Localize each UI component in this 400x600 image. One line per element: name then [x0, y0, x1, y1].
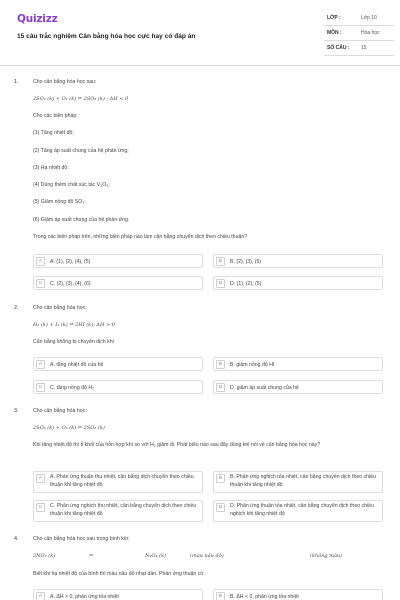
equation: H₂ (k) + I₂ (k) ⇌ 2HI (k); ΔH > 0 — [33, 322, 115, 328]
worksheet-meta — [324, 11, 394, 56]
equation: 2SO₂ (k) + O₂ (k) ⇌ 2SO₃ (k) — [33, 425, 105, 431]
meta-value: 15 — [361, 45, 367, 51]
option-letter: B — [216, 257, 225, 266]
equation: N₂O₄ (k) — [145, 553, 167, 559]
option-text: A. ΔH > 0, phản ứng tỏa nhiệt — [50, 593, 119, 600]
option-letter: A — [36, 257, 45, 266]
worksheet-header — [0, 0, 400, 66]
answer-option-b[interactable] — [213, 254, 383, 268]
question-number: 4. — [14, 536, 19, 542]
option-text: B. Phản ứng nghịch tỏa nhiệt, cân bằng chuyển dịch theo chiều thuận khi tăng nhiệt độ — [230, 474, 376, 488]
option-letter: C — [36, 279, 45, 288]
question-text: (3) Hạ nhiệt độ; — [33, 165, 69, 171]
equation-note: (không màu) — [310, 553, 343, 559]
option-letter: D — [216, 279, 225, 288]
meta-key: LỚP : — [327, 15, 341, 21]
option-letter: A — [36, 592, 45, 600]
option-letter: B — [216, 360, 225, 369]
meta-key: SỐ CÂU : — [327, 45, 350, 51]
equation: 2NO₂ (k) — [33, 553, 56, 559]
option-letter: B — [216, 474, 225, 483]
option-letter: C — [36, 503, 45, 512]
option-text: C. (2), (3), (4), (6) — [50, 280, 91, 287]
worksheet-title: 15 câu trắc nghiệm Cân bằng hóa học cực hay có đáp án — [17, 33, 196, 40]
option-letter: D — [216, 383, 225, 392]
answer-option-b[interactable] — [213, 357, 383, 371]
option-letter: C — [36, 383, 45, 392]
answer-option-c[interactable] — [33, 500, 203, 522]
question-text: (2) Tăng áp suất chung của hệ phản ứng; — [33, 148, 129, 154]
meta-row-grade — [324, 11, 394, 26]
option-text: D. (1), (2), (5) — [230, 280, 262, 287]
option-text: B. ΔH < 0, phản ứng tỏa nhiệt — [230, 593, 299, 600]
question-text: Cho cân bằng hóa học: — [33, 305, 87, 311]
meta-value: Hóa học — [361, 30, 380, 36]
question-text: (4) Dùng thêm chất xúc tác V₂O₅; — [33, 182, 110, 188]
question-text: Trong các biện pháp trên, những biện pháp nào làm cân bằng chuyển dịch theo chiều thuận? — [33, 234, 248, 240]
question-text: (6) Giảm áp suất chung của hệ phản ứng. — [33, 217, 130, 223]
option-text: A. (1), (2), (4), (5) — [50, 258, 91, 265]
answer-option-c[interactable] — [33, 276, 203, 290]
answer-option-a[interactable] — [33, 589, 203, 600]
option-text: D. giảm áp suất chung của hệ — [230, 384, 299, 391]
meta-row-question-count — [324, 41, 394, 56]
answer-option-d[interactable] — [213, 500, 383, 522]
answer-option-d[interactable] — [213, 380, 383, 394]
equation: 2SO₂ (k) + O₂ (k) ⇌ 2SO₃ (k) ; ΔH < 0 — [33, 96, 129, 102]
question-number: 1. — [14, 79, 19, 85]
question-number: 3. — [14, 408, 19, 414]
question-text: Cho cân bằng hóa học sau trong bình kín: — [33, 536, 130, 542]
question-text: Cho cân bằng hóa học: — [33, 408, 87, 414]
meta-value: Lớp 10 — [361, 15, 377, 21]
meta-key: MÔN : — [327, 30, 342, 36]
option-text: D. Phản ứng thuận tỏa nhiệt, cân bằng chuyển dịch theo chiều nghịch khi tăng nhiệt độ — [230, 503, 374, 517]
option-letter: A — [36, 474, 45, 483]
answer-option-a[interactable] — [33, 471, 203, 493]
option-letter: A — [36, 360, 45, 369]
question-text: Cho các biện pháp: — [33, 113, 78, 119]
option-text: A. tăng nhiệt độ của hệ — [50, 361, 104, 368]
option-text: B. (2), (3), (5) — [230, 258, 262, 265]
answer-option-a[interactable] — [33, 357, 203, 371]
option-text: B. giảm nồng độ HI — [230, 361, 275, 368]
question-text: Cân bằng không bị chuyển dịch khi — [33, 339, 114, 345]
answer-option-a[interactable] — [33, 254, 203, 268]
option-text: A. Phản ứng thuận thu nhiệt, cân bằng dịch chuyển theo chiều thuận khi tăng nhiệt độ — [50, 474, 194, 488]
option-letter: B — [216, 592, 225, 600]
question-text: Biết khi hạ nhiệt độ của bình thì màu nâu đỏ nhạt dần. Phản ứng thuận có — [33, 571, 204, 577]
question-number: 2. — [14, 305, 19, 311]
answer-option-c[interactable] — [33, 380, 203, 394]
answer-option-b[interactable] — [213, 471, 383, 493]
equation-note: (màu nâu đỏ) — [190, 553, 224, 559]
meta-row-subject — [324, 26, 394, 41]
answer-option-d[interactable] — [213, 276, 383, 290]
quizizz-logo[interactable]: Quizizz — [17, 13, 58, 25]
option-text: C. Phản ứng nghịch thu nhiệt, cân bằng chuyển dịch theo chiều thuận khi tăng nhiệt độ — [50, 503, 197, 517]
option-text: C. tăng nồng độ H₂ — [50, 384, 95, 391]
equation-arrow: ⇌ — [89, 553, 94, 559]
question-text: (1) Tăng nhiệt độ; — [33, 130, 74, 136]
question-text: (5) Giảm nồng độ SO₃; — [33, 199, 86, 205]
option-letter: D — [216, 503, 225, 512]
answer-option-b[interactable] — [213, 589, 383, 600]
question-text: Khi tăng nhiệt độ thì tỉ khối của hỗn hợp khí so với H₂ giảm đi. Phát biểu nào sau đây đúng khi nói về cân bằng hóa học này? — [33, 442, 321, 448]
question-text: Cho cân bằng hóa học sau: — [33, 79, 97, 85]
